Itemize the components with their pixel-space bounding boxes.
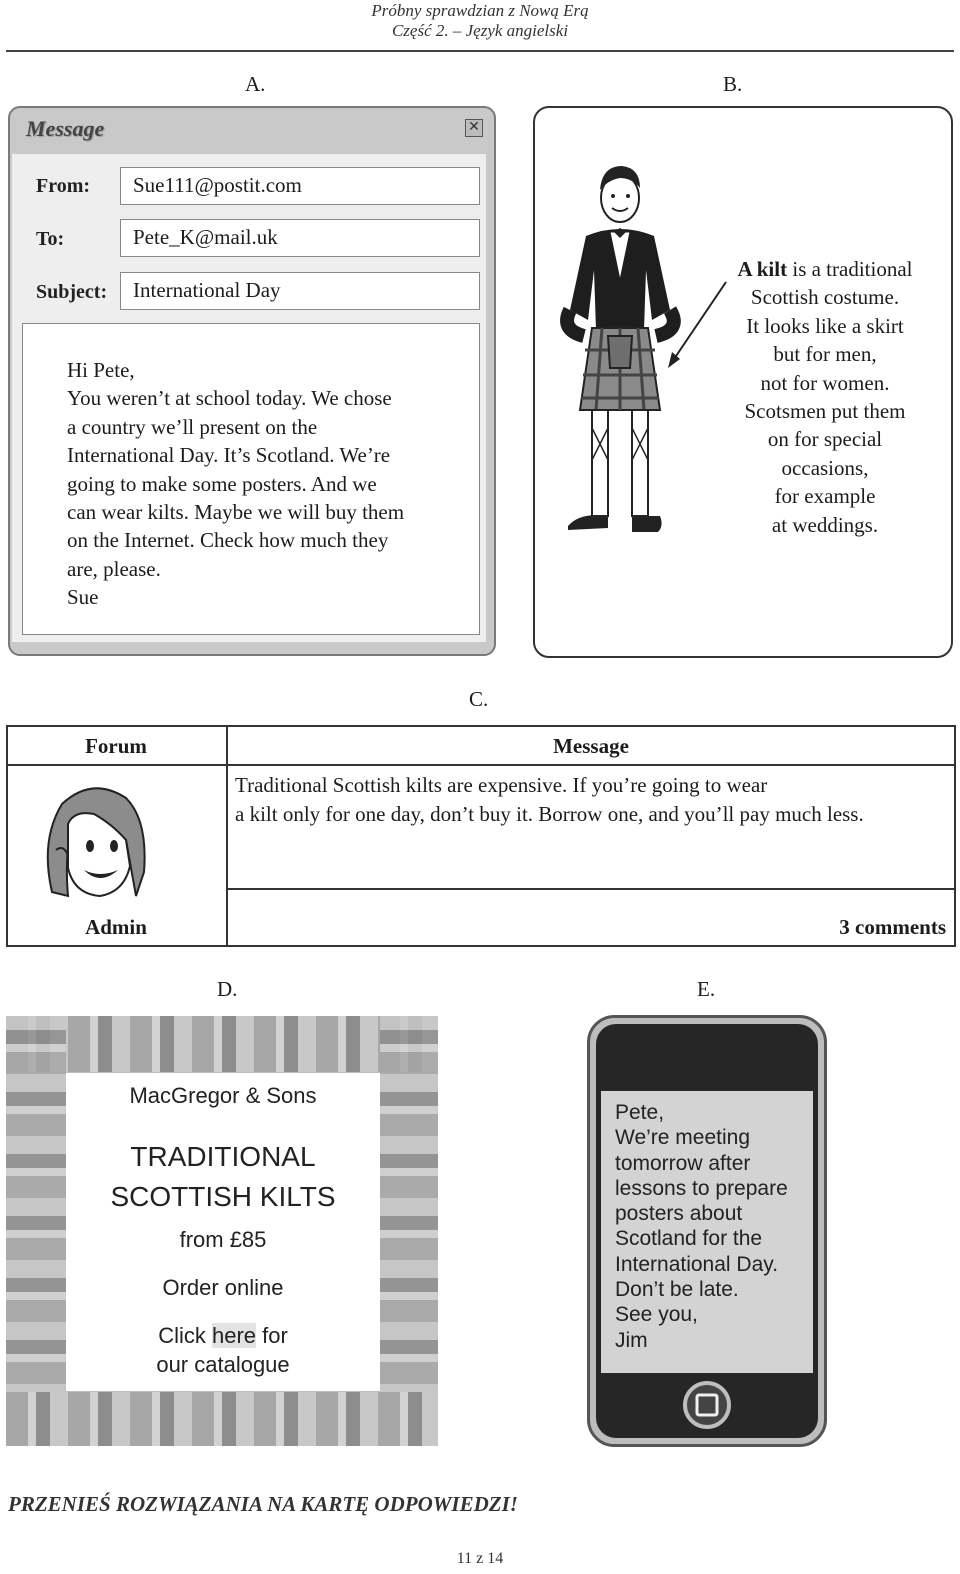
forum-message-line: a kilt only for one day, don’t buy it. Borrow one, and you’ll pay much less.: [235, 802, 864, 826]
header-title: Próbny sprawdzian z Nową Erą: [371, 1, 589, 20]
catalogue-prompt-post: for: [256, 1323, 288, 1348]
subject-label: Subject:: [36, 281, 108, 303]
sms-line: Jim: [615, 1328, 648, 1352]
kilt-man-illustration: [540, 160, 730, 540]
sms-line: Pete,: [615, 1101, 665, 1124]
kilt-term: A kilt: [737, 257, 788, 281]
email-window-title: Message: [26, 116, 105, 141]
forum-author: Admin: [85, 915, 147, 939]
kilt-line: at weddings.: [771, 512, 879, 537]
avatar: [38, 780, 154, 904]
answer-sheet-instruction: PRZENIEŚ ROZWIĄZANIA NA KARTĘ ODPOWIEDZI!: [8, 1492, 518, 1516]
email-body: [67, 356, 477, 612]
section-e-label: E.: [697, 977, 716, 1001]
sms-line: We’re meeting: [615, 1126, 751, 1150]
message-column-header: Message: [553, 734, 629, 758]
email-body-line: a country we’ll present on the: [67, 414, 318, 439]
from-label: From:: [36, 175, 91, 197]
kilt-description: [718, 255, 932, 539]
email-body-line: are, please.: [67, 556, 161, 581]
sms-line: lessons to prepare: [615, 1176, 788, 1200]
kilt-line: occasions,: [781, 455, 869, 480]
catalogue-link[interactable]: here: [211, 1323, 257, 1348]
shop-name: MacGregor & Sons: [129, 1083, 317, 1108]
kilt-line: Scottish costume.: [750, 285, 900, 310]
kilt-line: not for women.: [760, 370, 890, 395]
section-c-label: C.: [469, 687, 489, 711]
ad-headline-line-2: SCOTTISH KILTS: [110, 1181, 336, 1212]
section-b-label: B.: [723, 72, 743, 96]
kilt-line: for example: [774, 484, 876, 509]
header-rule: [6, 50, 954, 52]
email-body-line: Sue: [67, 585, 99, 610]
email-body-line: Hi Pete,: [67, 358, 135, 382]
to-field[interactable]: Pete_K@mail.uk: [120, 219, 480, 257]
catalogue-prompt: [66, 1323, 380, 1349]
kilt-line: It looks like a skirt: [746, 313, 904, 338]
forum-column-header: Forum: [85, 734, 147, 758]
section-d-label: D.: [217, 977, 238, 1001]
sms-line: International Day.: [615, 1252, 779, 1276]
sms-line: posters about: [615, 1202, 743, 1226]
from-field[interactable]: Sue111@postit.com: [120, 167, 480, 205]
sms-line: Scotland for the: [615, 1227, 763, 1251]
home-button-icon: [685, 1383, 729, 1427]
kilt-line: is a traditional: [787, 257, 913, 281]
order-online-text: Order online: [162, 1275, 284, 1300]
page-number: 11 z 14: [456, 1550, 504, 1567]
forum-message: [235, 771, 864, 829]
kilt-line: Scotsmen put them: [744, 399, 906, 424]
sms-line: tomorrow after: [615, 1151, 751, 1175]
ad-headline-line-1: TRADITIONAL: [130, 1141, 316, 1172]
kilt-line: but for men,: [773, 342, 877, 367]
header-subtitle: Część 2. – Język angielski: [391, 21, 569, 40]
subject-field[interactable]: International Day: [120, 272, 480, 310]
email-body-line: You weren’t at school today. We chose: [67, 386, 392, 411]
catalogue-prompt-pre: Click: [158, 1323, 212, 1348]
forum-header-divider: [6, 764, 956, 766]
catalogue-prompt-line-2: our catalogue: [156, 1352, 290, 1377]
email-body-line: on the Internet. Check how much they: [67, 528, 389, 553]
section-a-label: A.: [245, 72, 266, 96]
email-body-line: International Day. It’s Scotland. We’re: [67, 443, 391, 468]
kilt-line: on for special: [767, 427, 883, 452]
email-body-line: going to make some posters. And we: [67, 471, 377, 496]
sms-line: Don’t be late.: [615, 1278, 739, 1302]
close-icon[interactable]: ✕: [465, 119, 483, 137]
comments-count[interactable]: 3 comments: [839, 915, 946, 939]
kilt-description-line-1: [718, 255, 932, 283]
email-body-line: can wear kilts. Maybe we will buy them: [67, 500, 405, 525]
to-label: To:: [36, 228, 65, 250]
ad-price: from £85: [179, 1227, 267, 1252]
sms-message: [615, 1100, 788, 1353]
forum-footer-divider: [226, 888, 956, 890]
sms-line: See you,: [615, 1303, 698, 1327]
forum-message-line: Traditional Scottish kilts are expensive. If you’re going to wear: [235, 773, 768, 797]
